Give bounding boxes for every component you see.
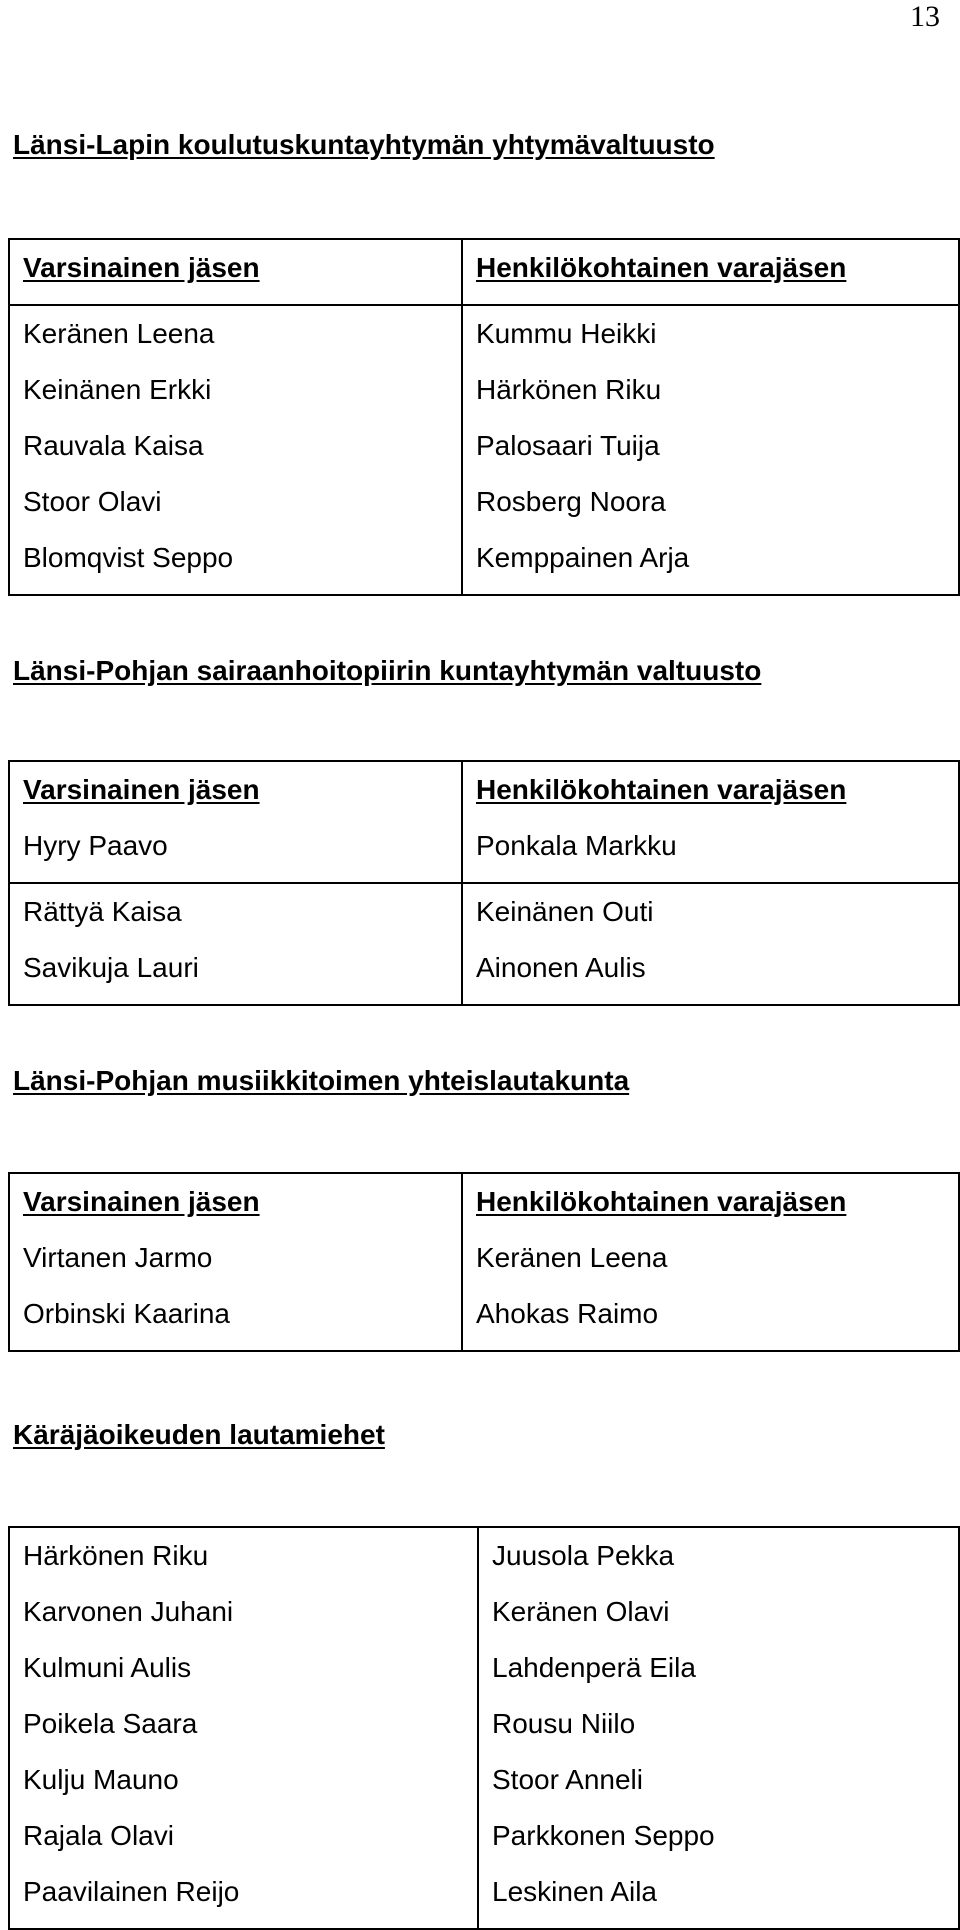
- deputy-name: Ahokas Raimo: [476, 1298, 659, 1329]
- member-name: Rauvala Kaisa: [23, 430, 204, 461]
- deputy-name: Kummu Heikki: [476, 318, 657, 349]
- member-name: Keränen Leena: [23, 318, 215, 349]
- section-title-yhtymavaltuusto: Länsi-Lapin koulutuskuntayhtymän yhtymävaltuusto: [13, 129, 715, 160]
- regular-members: [9, 883, 462, 1005]
- jurors-column-1: [9, 1527, 478, 1929]
- juror-name: Rajala Olavi: [23, 1820, 174, 1851]
- juror-name: Poikela Saara: [23, 1708, 198, 1739]
- members-table-yhtymavaltuusto: [8, 238, 960, 596]
- deputy-name: Palosaari Tuija: [476, 430, 660, 461]
- juror-name: Härkönen Riku: [23, 1540, 209, 1571]
- member-name: Hyry Paavo: [23, 830, 168, 861]
- regular-members: [9, 1173, 462, 1351]
- member-name: Rättyä Kaisa: [23, 896, 182, 927]
- member-name: Orbinski Kaarina: [23, 1298, 230, 1329]
- juror-name: Rousu Niilo: [492, 1708, 636, 1739]
- deputy-members: [462, 305, 959, 595]
- juror-name: Leskinen Aila: [492, 1876, 658, 1907]
- deputy-name: Keränen Leena: [476, 1242, 668, 1273]
- col-header-regular: Varsinainen jäsen: [9, 239, 462, 305]
- jurors-column-2: [478, 1527, 959, 1929]
- deputy-name: Keinänen Outi: [476, 896, 654, 927]
- juror-name: Stoor Anneli: [492, 1764, 643, 1795]
- col-header-deputy: Henkilökohtainen varajäsen: [462, 239, 959, 305]
- juror-name: Paavilainen Reijo: [23, 1876, 240, 1907]
- members-table-musiikkitoimi: [8, 1172, 960, 1352]
- member-name: Keinänen Erkki: [23, 374, 212, 405]
- member-name: Savikuja Lauri: [23, 952, 199, 983]
- deputy-name: Kemppainen Arja: [476, 542, 690, 573]
- deputy-name: Härkönen Riku: [476, 374, 662, 405]
- deputy-members: [462, 761, 959, 883]
- juror-name: Kulju Mauno: [23, 1764, 179, 1795]
- deputy-name: Rosberg Noora: [476, 486, 666, 517]
- section-title-sairaanhoitopiiri: Länsi-Pohjan sairaanhoitopiirin kuntayhtymän valtuusto: [13, 655, 762, 686]
- juror-name: Parkkonen Seppo: [492, 1820, 715, 1851]
- section-title-lautamiehet: Käräjäoikeuden lautamiehet: [13, 1419, 385, 1450]
- deputy-name: Ainonen Aulis: [476, 952, 646, 983]
- deputy-name: Ponkala Markku: [476, 830, 677, 861]
- col-header-deputy: Henkilökohtainen varajäsen: [476, 1186, 847, 1217]
- member-name: Virtanen Jarmo: [23, 1242, 213, 1273]
- members-table-lautamiehet: [8, 1526, 960, 1930]
- regular-members: [9, 305, 462, 595]
- juror-name: Keränen Olavi: [492, 1596, 670, 1627]
- col-header-regular: Varsinainen jäsen: [23, 1186, 260, 1217]
- section-title-musiikkitoimi: Länsi-Pohjan musiikkitoimen yhteislautakunta: [13, 1065, 630, 1096]
- members-table-sairaanhoitopiiri: [8, 760, 960, 1006]
- deputy-members: [462, 883, 959, 1005]
- page-number: 13: [910, 0, 940, 33]
- member-name: Stoor Olavi: [23, 486, 162, 517]
- member-name: Blomqvist Seppo: [23, 542, 234, 573]
- juror-name: Lahdenperä Eila: [492, 1652, 696, 1683]
- deputy-members: [462, 1173, 959, 1351]
- juror-name: Juusola Pekka: [492, 1540, 675, 1571]
- juror-name: Kulmuni Aulis: [23, 1652, 192, 1683]
- col-header-deputy: Henkilökohtainen varajäsen: [476, 774, 847, 805]
- regular-members: [9, 761, 462, 883]
- juror-name: Karvonen Juhani: [23, 1596, 234, 1627]
- col-header-regular: Varsinainen jäsen: [23, 774, 260, 805]
